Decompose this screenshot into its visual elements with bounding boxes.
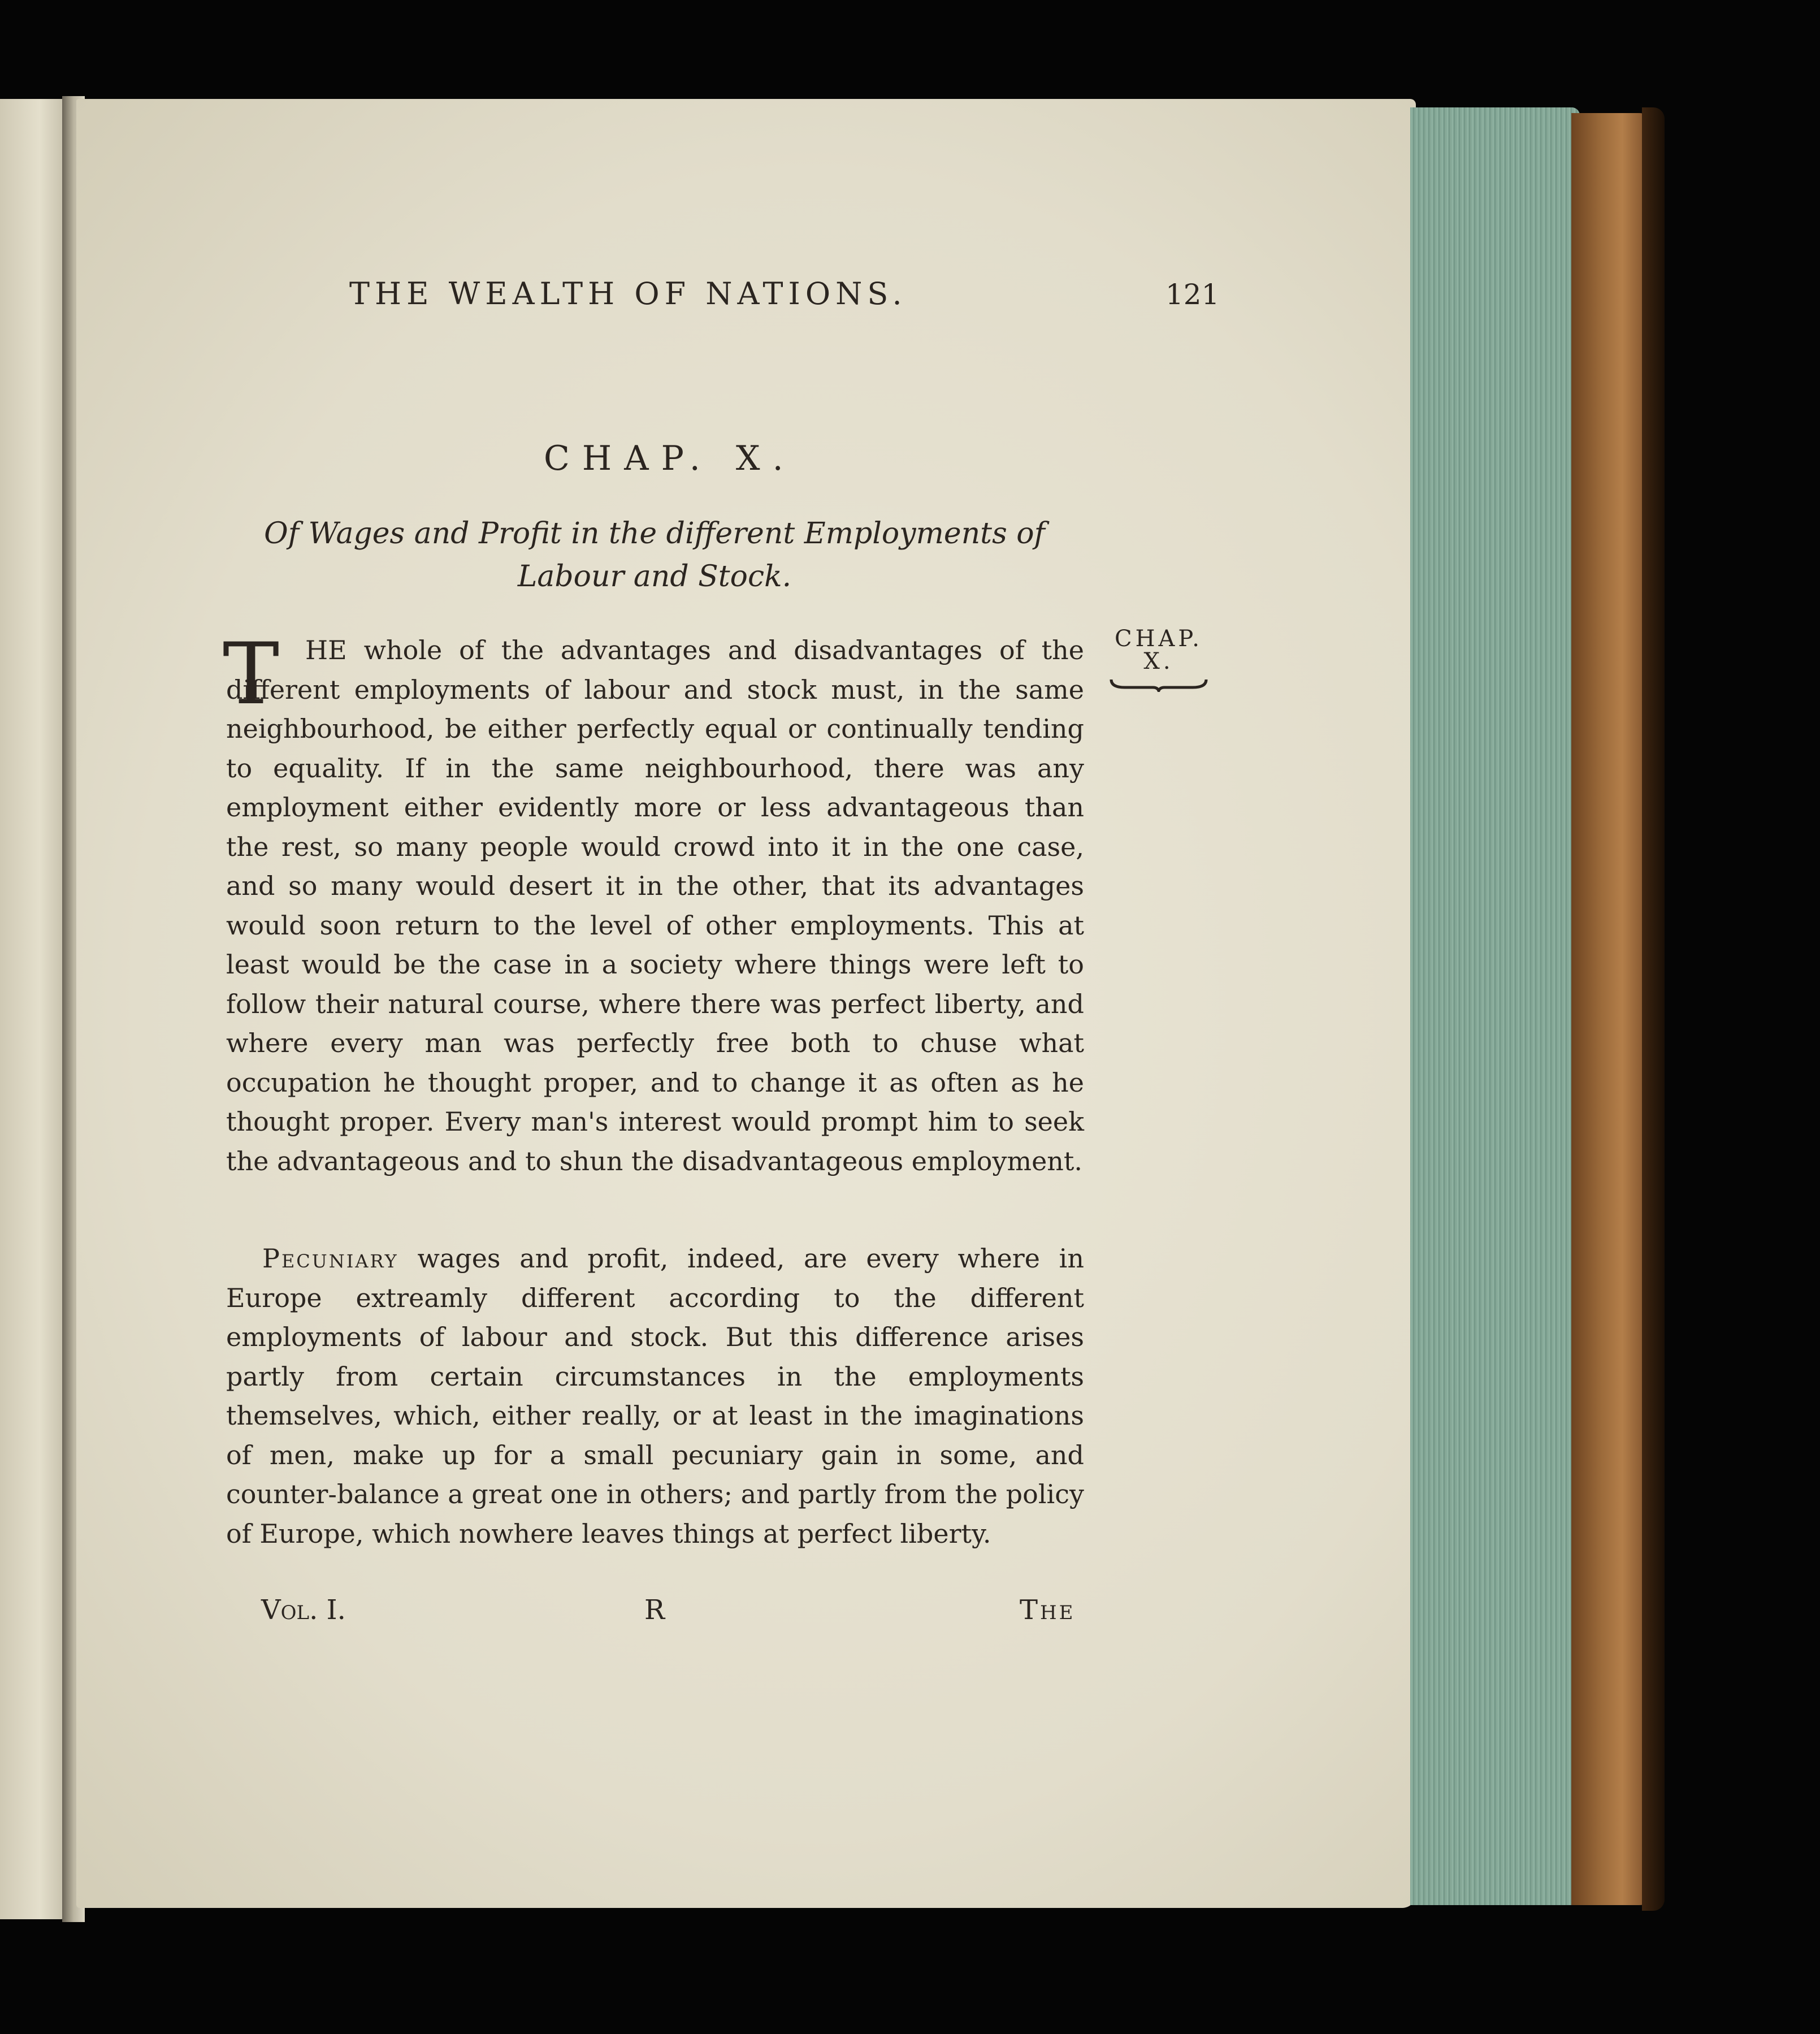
paragraph-2-lead: Pecuniary xyxy=(262,1243,398,1274)
margin-note-line2: X. xyxy=(1143,648,1174,674)
facing-page-edge xyxy=(0,99,72,1919)
chapter-subtitle: Of Wages and Profit in the different Employments of Labour and Stock. xyxy=(264,517,1045,594)
page-edges xyxy=(1410,107,1580,1905)
footer-signature: R xyxy=(644,1594,665,1626)
paragraph-2 xyxy=(226,1239,1084,1553)
brace-icon xyxy=(1108,675,1210,692)
page-number: 121 xyxy=(1165,278,1220,311)
paragraph-2-text: wages and profit, indeed, are every where in Europe extreamly different according to the different employments of labour and stock. But this difference arises partly from certain circumstances in the employments themselves, which, either really, or at least in the imaginations of men, make up for a small pecuniary gain in some, and counter-balance a great one in others; and partly from the policy of Europe, which nowhere leaves things at perfect liberty. xyxy=(226,1243,1084,1549)
chapter-title: CHAP. X. xyxy=(544,439,796,478)
margin-note-line1: CHAP. xyxy=(1115,626,1203,652)
footer-catchword: The xyxy=(1020,1594,1076,1626)
margin-note xyxy=(1102,627,1215,692)
running-head: THE WEALTH OF NATIONS. xyxy=(349,276,907,311)
paragraph-1: HE whole of the advantages and disadvantages of the different employments of labour and stock must, in the same neighbourhood, be either perfectly equal or continually tending to equality. If in the same neighbourhood, there was any employment either evidently more or less advantageous than the rest, so many people would crowd into it in the one case, and so many would desert it in the other, that its advantages would soon return to the level of other employments. This at least would be the case in a society where things were left to follow their natural course, where there was perfect liberty, and where every man was perfectly free both to chuse what occupation he thought proper, and to change it as often as he thought proper. Every man's interest would prompt him to seek the advantageous and to shun the disadvantageous employment. xyxy=(226,635,1084,1176)
footer-volume: Vol. I. xyxy=(261,1594,346,1626)
cover-shadow xyxy=(1642,107,1665,1911)
drop-cap: T xyxy=(223,625,280,724)
